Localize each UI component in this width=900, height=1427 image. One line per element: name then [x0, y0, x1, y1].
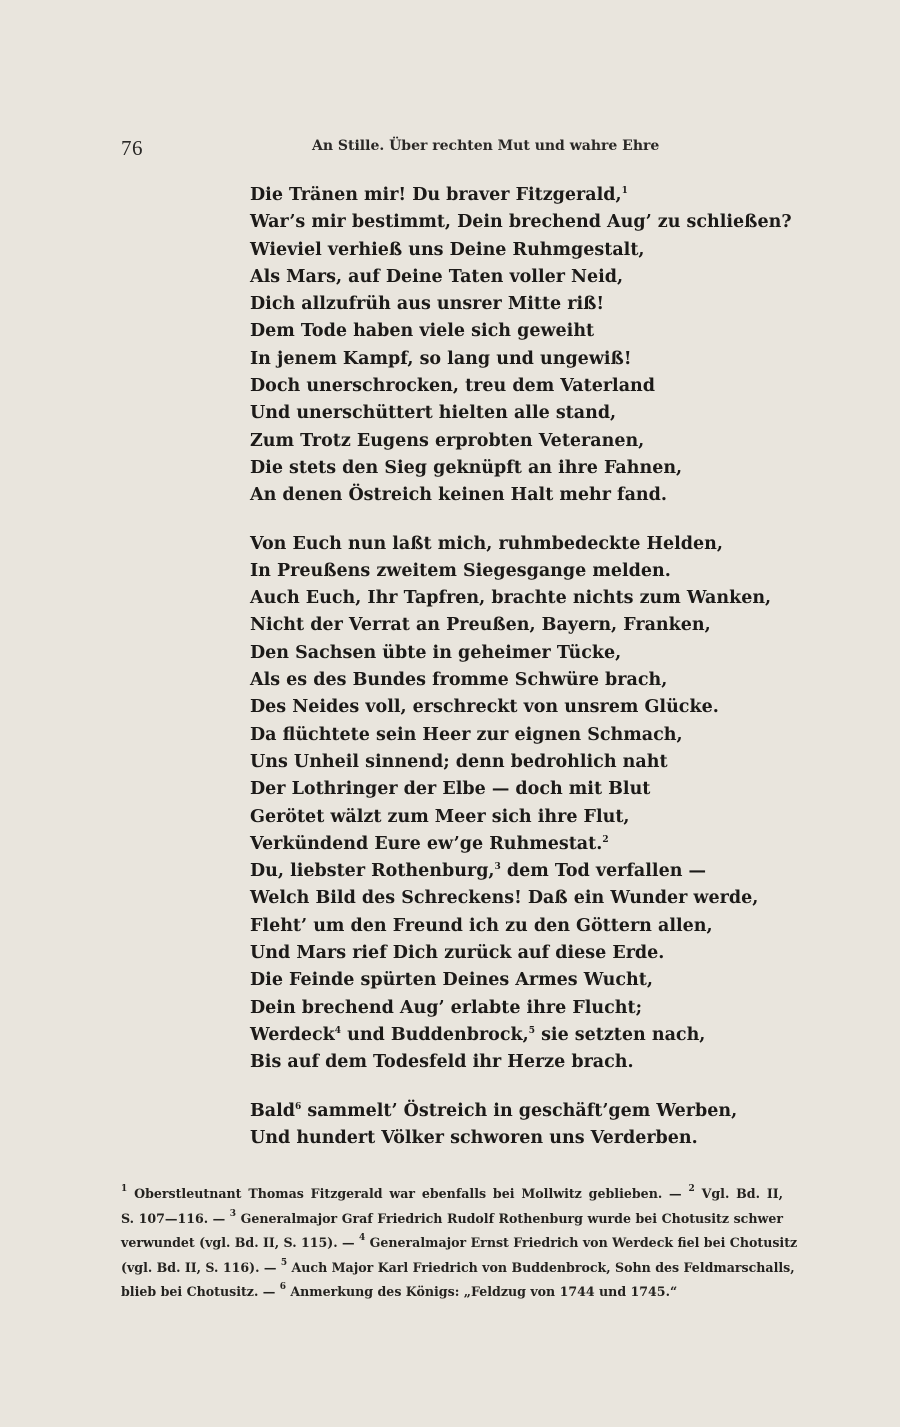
verse-line	[250, 940, 770, 967]
footnote-marker: 5	[528, 1025, 535, 1036]
footnote-line	[121, 1256, 795, 1281]
verse-text: Die Tränen mir! Du braver Fitzgerald,	[250, 185, 622, 205]
verse-line	[250, 667, 770, 694]
poem-verses	[250, 182, 792, 1152]
verse-text: Und hundert Völker schworen uns Verderben.	[250, 1127, 698, 1148]
verse-line	[250, 831, 770, 858]
footnote-line	[121, 1182, 783, 1207]
verse-line	[250, 585, 770, 612]
verse-text: Der Lothringer der Elbe — doch mit Blut	[250, 779, 651, 800]
verse-text: Du, liebster Rothenburg,	[250, 861, 495, 882]
verse-text: Bis auf dem Todesfeld ihr Herze brach.	[250, 1052, 634, 1073]
verse-line	[250, 749, 770, 776]
verse-text: Von Euch nun laßt mich, ruhmbedeckte Helden,	[250, 533, 723, 554]
verse-line	[250, 722, 770, 749]
verse-line	[250, 804, 770, 831]
footnotes	[121, 1182, 798, 1305]
verse-text: Uns Unheil sinnend; denn bedrohlich naht	[250, 751, 668, 772]
verse-line	[250, 640, 770, 667]
footnote-number: 2	[688, 1184, 695, 1194]
verse-line	[250, 264, 770, 291]
verse-text: Welch Bild des Schreckens! Daß ein Wunder werde,	[250, 888, 759, 909]
footnote-number: 3	[229, 1208, 237, 1219]
verse-line	[250, 531, 770, 558]
verse-text: Und unerschüttert hielten alle stand,	[250, 403, 617, 424]
verse-text: Bald	[250, 1100, 296, 1121]
footnote-line	[121, 1231, 798, 1256]
verse-text: Verkündend Eure ew’ge Ruhmestat.	[250, 833, 603, 854]
verse-line	[250, 694, 770, 721]
verse-line	[250, 373, 770, 400]
verse-line	[250, 346, 770, 373]
verse-text: War’s mir bestimmt, Dein brechend Aug’ zu schließen?	[250, 212, 792, 233]
footnote-number: 4	[358, 1233, 366, 1243]
verse-text: Gerötet wälzt zum Meer sich ihre Flut,	[250, 806, 630, 827]
verse-line	[250, 776, 770, 803]
verse-text: Doch unerschrocken, treu dem Vaterland	[250, 376, 655, 397]
verse-line	[250, 885, 770, 912]
page-number: 76	[121, 136, 143, 160]
verse-text: Dein brechend Aug’ erlabte ihre Flucht;	[250, 997, 643, 1018]
footnote-number: 6	[279, 1282, 286, 1292]
verse-line	[250, 967, 770, 994]
verse-text: Nicht der Verrat an Preußen, Bayern, Franken,	[250, 615, 711, 636]
footnote-number: 5	[280, 1257, 288, 1268]
footnote-text: verwundet (vgl. Bd. II, S. 115). —	[121, 1235, 359, 1250]
footnote-marker: 1	[621, 186, 628, 196]
verse-line	[250, 913, 770, 940]
verse-text: sie setzten nach,	[534, 1024, 706, 1045]
verse-text: Da flüchtete sein Heer zur eignen Schmach,	[250, 724, 683, 745]
verse-text: Des Neides voll, erschreckt von unsrem Glücke.	[250, 697, 719, 718]
verse-line	[250, 558, 770, 585]
footnote-text: Generalmajor Ernst Friedrich von Werdeck fiel bei Chotusitz	[365, 1235, 798, 1250]
verse-line	[250, 428, 770, 455]
verse-text: Den Sachsen übte in geheimer Tücke,	[250, 642, 622, 663]
verse-text: In jenem Kampf, so lang und ungewiß!	[250, 348, 632, 369]
footnote-text: S. 107—116. —	[121, 1210, 230, 1226]
verse-line	[250, 858, 770, 885]
verse-line	[250, 291, 770, 318]
footnote-line	[121, 1280, 783, 1305]
footnote-marker: 2	[602, 834, 609, 845]
verse-line	[250, 1125, 770, 1152]
footnote-text: Vgl. Bd. II,	[694, 1186, 783, 1201]
footnote-marker: 3	[494, 862, 501, 873]
verse-text: Die stets den Sieg geknüpft an ihre Fahnen,	[250, 457, 683, 478]
verse-line	[250, 209, 792, 236]
verse-line	[250, 237, 770, 264]
verse-text: Wieviel verhieß uns Deine Ruhmgestalt,	[250, 239, 645, 260]
footnote-number: 1	[121, 1184, 128, 1194]
verse-text: Als es des Bundes fromme Schwüre brach,	[250, 670, 668, 691]
footnote-text: Anmerkung des Königs: „Feldzug von 1744 und 1745.“	[285, 1284, 678, 1299]
footnote-line	[121, 1207, 783, 1232]
footnote-text: Generalmajor Graf Friedrich Rudolf Rothenburg wurde bei Chotusitz schwer	[236, 1210, 783, 1226]
stanza-break	[250, 510, 770, 531]
verse-line	[250, 482, 770, 509]
verse-line	[250, 318, 770, 345]
verse-text: An denen Östreich keinen Halt mehr fand.	[250, 485, 667, 506]
verse-text: Auch Euch, Ihr Tapfren, brachte nichts zum Wanken,	[250, 588, 772, 609]
footnote-text: Oberstleutnant Thomas Fitzgerald war ebenfalls bei Mollwitz geblieben. —	[127, 1186, 689, 1201]
verse-text: dem Tod verfallen —	[500, 861, 707, 882]
verse-text: Fleht’ um den Freund ich zu den Göttern allen,	[250, 915, 713, 936]
footnote-text: (vgl. Bd. II, S. 116). —	[121, 1259, 281, 1275]
verse-line	[250, 182, 770, 209]
verse-text: Werdeck	[250, 1024, 335, 1045]
footnote-text: blieb bei Chotusitz. —	[121, 1284, 280, 1299]
verse-text: sammelt’ Östreich in geschäft’gem Werben,	[301, 1100, 738, 1121]
verse-text: In Preußens zweitem Siegesgange melden.	[250, 560, 671, 581]
stanza-break	[250, 1077, 770, 1098]
verse-text: und Buddenbrock,	[341, 1024, 529, 1045]
verse-line	[250, 400, 770, 427]
verse-line	[250, 612, 770, 639]
verse-text: Dem Tode haben viele sich geweiht	[250, 321, 595, 342]
verse-line	[250, 995, 770, 1022]
verse-line	[250, 1098, 770, 1125]
verse-text: Und Mars rief Dich zurück auf diese Erde.	[250, 943, 665, 964]
verse-text: Zum Trotz Eugens erprobten Veteranen,	[250, 430, 645, 451]
verse-text: Dich allzufrüh aus unsrer Mitte riß!	[250, 294, 605, 315]
verse-line	[250, 455, 770, 482]
verse-text: Die Feinde spürten Deines Armes Wucht,	[250, 970, 653, 991]
footnote-marker: 4	[334, 1025, 341, 1036]
verse-line	[250, 1022, 770, 1049]
verse-text: Als Mars, auf Deine Taten voller Neid,	[250, 266, 624, 287]
footnote-text: Auch Major Karl Friedrich von Buddenbrock, Sohn des Feldmarschalls,	[287, 1259, 795, 1275]
running-head: An Stille. Über rechten Mut und wahre Ehre	[312, 138, 660, 154]
footnote-marker: 6	[295, 1101, 302, 1112]
verse-line	[250, 1049, 770, 1076]
